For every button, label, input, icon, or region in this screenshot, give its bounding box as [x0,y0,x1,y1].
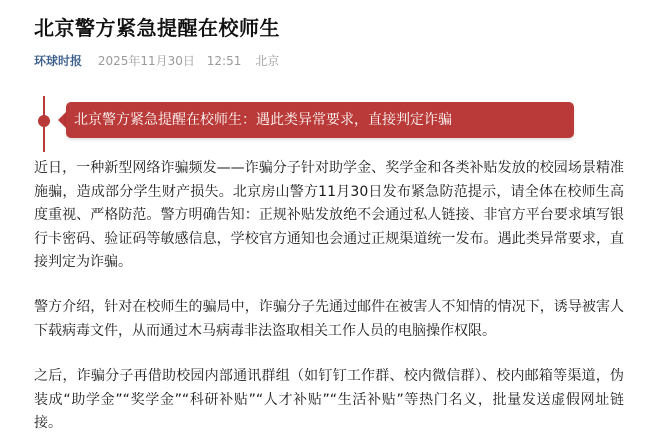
publish-location: 北京 [255,54,280,68]
paragraph-1: 近日，一种新型网络诈骗频发——诈骗分子针对助学金、奖学金和各类补贴发放的校园场景精准施骗，造成部分学生财产损失。北京房山警方11月30日发布紧急防范提示，请全体在校师生高度重视、严格防范。警方明确告知：正规补贴发放绝不会通过私人链接、非官方平台要求填写银行卡密码、验证码等敏感信息，学校官方通知也会通过正规渠道统一发布。遇此类异常要求，直接判定为诈骗。 [34,160,624,270]
publish-time: 12:51 [206,54,242,68]
highlight-marker-dot [38,115,50,127]
paragraph-2: 警方介绍，针对在校师生的骗局中，诈骗分子先通过邮件在被害人不知情的情况下，诱导被害人下载病毒文件，从而通过木马病毒非法盗取相关工作人员的电脑操作权限。 [34,299,624,339]
publish-date: 2025年11月30日 [97,54,195,68]
highlight-banner: 北京警方紧急提醒在校师生：遇此类异常要求，直接判定诈骗 [66,102,574,138]
paragraph-3: 之后，诈骗分子再借助校园内部通讯群组（如钉钉工作群、校内微信群）、校内邮箱等渠道，伪装成“助学金”“奖学金”“科研补贴”“人才补贴”“生活补贴”等热门名义，批量发送虚假网址链接。 [34,368,624,431]
article-meta [34,52,279,69]
article-title: 北京警方紧急提醒在校师生 [34,16,280,40]
source-link[interactable]: 环球时报 [34,54,83,68]
